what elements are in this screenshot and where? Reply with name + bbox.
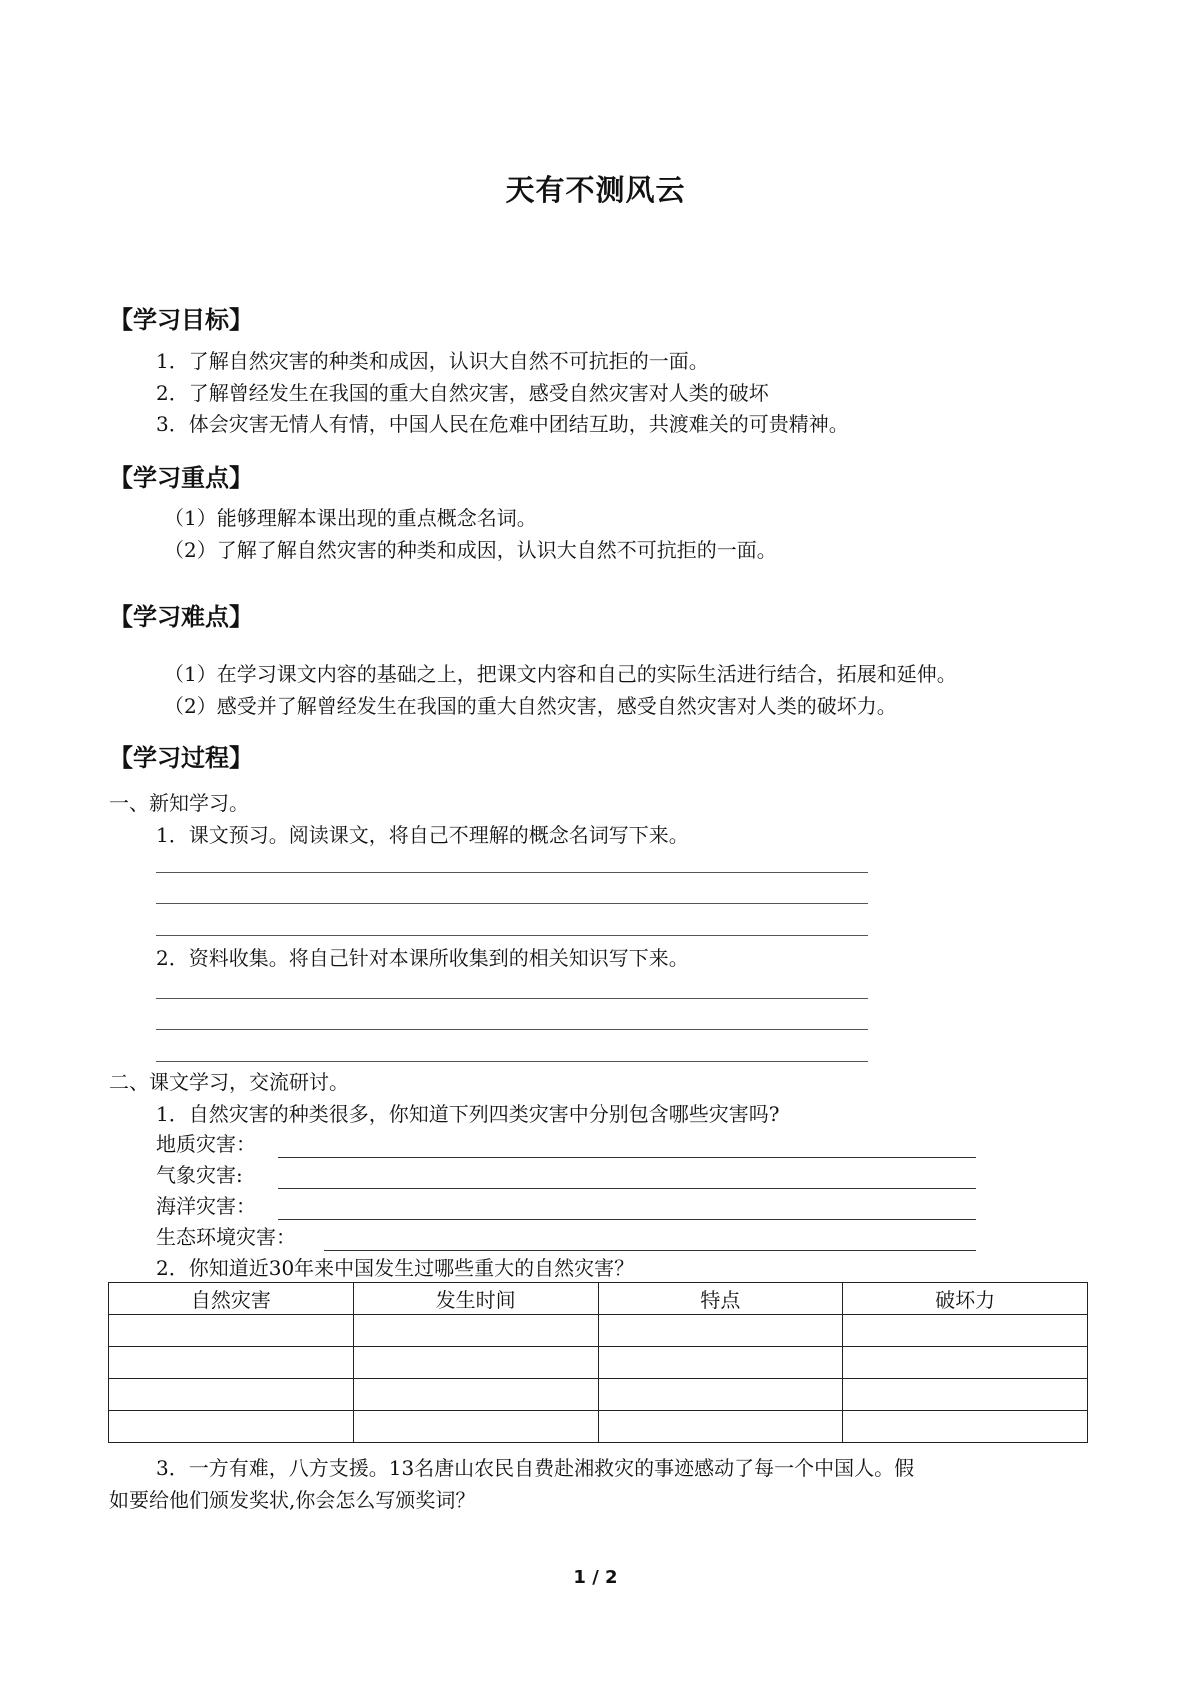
part2-question-3: 3．一方有难，八方支援。13名唐山农民自费赴湘救灾的事迹感动了每一个中国人。假 xyxy=(156,1456,915,1480)
table-cell[interactable] xyxy=(353,1411,598,1443)
category-label: 生态环境灾害： xyxy=(156,1225,296,1249)
answer-line[interactable] xyxy=(156,872,868,873)
table-header-cell: 发生时间 xyxy=(353,1283,598,1315)
part1-question-2: 2．资料收集。将自己针对本课所收集到的相关知识写下来。 xyxy=(156,946,689,970)
page-title: 天有不测风云 xyxy=(505,173,686,207)
category-answer-line[interactable] xyxy=(278,1188,976,1189)
table-header-cell: 破坏力 xyxy=(843,1283,1088,1315)
difficulty-item: （2）感受并了解曾经发生在我国的重大自然灾害，感受自然灾害对人类的破坏力。 xyxy=(164,694,897,718)
category-label: 海洋灾害： xyxy=(156,1194,256,1218)
table-header-cell: 自然灾害 xyxy=(109,1283,354,1315)
table-header-cell: 特点 xyxy=(598,1283,843,1315)
part2-title: 二、课文学习，交流研讨。 xyxy=(109,1070,349,1094)
table-row xyxy=(109,1411,1088,1443)
answer-line[interactable] xyxy=(156,1029,868,1030)
table-cell[interactable] xyxy=(843,1315,1088,1347)
table-cell[interactable] xyxy=(109,1411,354,1443)
table-cell[interactable] xyxy=(353,1347,598,1379)
part1-question-1: 1．课文预习。阅读课文，将自己不理解的概念名词写下来。 xyxy=(156,823,689,847)
key-points-heading: 【学习重点】 xyxy=(109,464,253,492)
answer-line[interactable] xyxy=(156,903,868,904)
objective-item: 1．了解自然灾害的种类和成因，认识大自然不可抗拒的一面。 xyxy=(156,349,709,373)
table-cell[interactable] xyxy=(598,1379,843,1411)
table-header-row xyxy=(109,1283,1088,1315)
objective-item: 3．体会灾害无情人有情，中国人民在危难中团结互助，共渡难关的可贵精神。 xyxy=(156,412,849,436)
table-cell[interactable] xyxy=(598,1315,843,1347)
table-cell[interactable] xyxy=(598,1347,843,1379)
category-answer-line[interactable] xyxy=(278,1157,976,1158)
objectives-heading: 【学习目标】 xyxy=(109,306,253,334)
table-cell[interactable] xyxy=(353,1315,598,1347)
category-answer-line[interactable] xyxy=(324,1250,976,1251)
difficulty-item: （1）在学习课文内容的基础之上，把课文内容和自己的实际生活进行结合，拓展和延伸。 xyxy=(164,662,957,686)
disaster-table xyxy=(108,1282,1088,1443)
category-answer-line[interactable] xyxy=(278,1219,976,1220)
answer-line[interactable] xyxy=(156,998,868,999)
table-row xyxy=(109,1379,1088,1411)
table-cell[interactable] xyxy=(843,1411,1088,1443)
answer-line[interactable] xyxy=(156,935,868,936)
part2-question-2: 2．你知道近30年来中国发生过哪些重大的自然灾害？ xyxy=(156,1256,635,1280)
answer-line[interactable] xyxy=(156,1061,868,1062)
category-label: 地质灾害： xyxy=(156,1132,256,1156)
table-cell[interactable] xyxy=(598,1411,843,1443)
table-cell[interactable] xyxy=(109,1379,354,1411)
difficulties-heading: 【学习难点】 xyxy=(109,603,253,631)
category-label: 气象灾害: xyxy=(156,1163,243,1187)
table-cell[interactable] xyxy=(109,1347,354,1379)
part1-title: 一、新知学习。 xyxy=(109,791,249,815)
table-cell[interactable] xyxy=(843,1379,1088,1411)
key-point-item: （2）了解了解自然灾害的种类和成因，认识大自然不可抗拒的一面。 xyxy=(164,538,777,562)
part2-question-3-continued: 如要给他们颁发奖状,你会怎么写颁奖词？ xyxy=(109,1488,476,1512)
part2-question-1: 1．自然灾害的种类很多，你知道下列四类灾害中分别包含哪些灾害吗? xyxy=(156,1102,780,1126)
process-heading: 【学习过程】 xyxy=(109,744,253,772)
table-cell[interactable] xyxy=(353,1379,598,1411)
key-point-item: （1）能够理解本课出现的重点概念名词。 xyxy=(164,506,537,530)
objective-item: 2．了解曾经发生在我国的重大自然灾害，感受自然灾害对人类的破坏 xyxy=(156,381,769,405)
table-cell[interactable] xyxy=(109,1315,354,1347)
table-cell[interactable] xyxy=(843,1347,1088,1379)
page-number: 1 / 2 xyxy=(573,1567,618,1588)
table-row xyxy=(109,1315,1088,1347)
table-row xyxy=(109,1347,1088,1379)
